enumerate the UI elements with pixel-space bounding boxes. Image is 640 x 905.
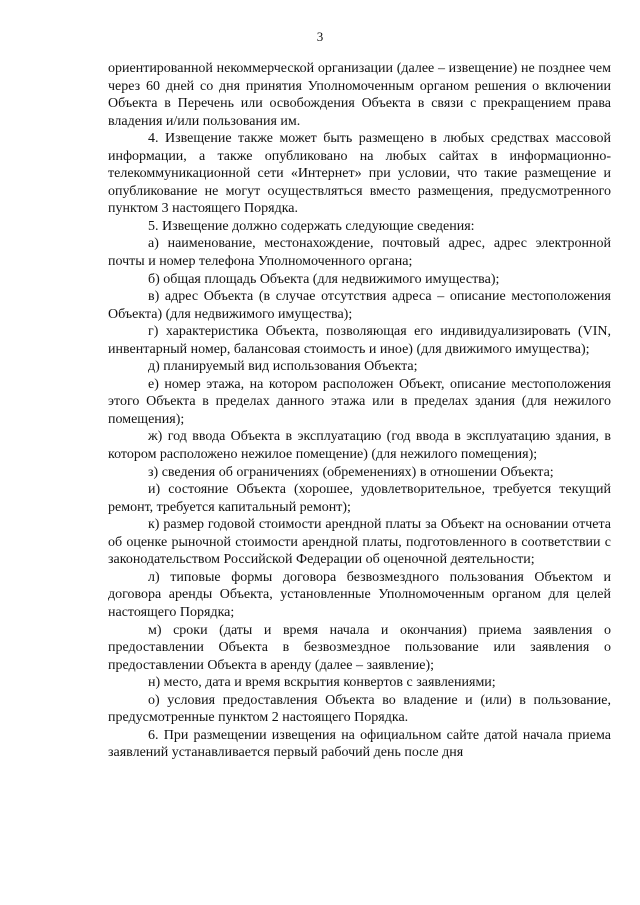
subitem-zh: ж) год ввода Объекта в эксплуатацию (год ввода в эксплуатацию здания, в котором расположено нежилое помещение) (для нежилого помещения); [108, 429, 611, 463]
paragraph-item-4: 4. Извещение также может быть размещено в любых средствах массовой информации, а также опубликовано на любых сайтах в информационно-телекоммуникационной сети «Интернет» при условии, что такие размещение и опубликование не могут осуществляться вместо размещения, предусмотренного пунктом 3 настоящего Порядка. [108, 131, 611, 217]
subitem-z: з) сведения об ограничениях (обременениях) в отношении Объекта; [148, 464, 554, 480]
subitem-i: и) состояние Объекта (хорошее, удовлетворительное, требуется текущий ремонт, требуется капитальный ремонт); [108, 482, 611, 515]
subitem-g: г) характеристика Объекта, позволяющая его индивидуализировать (VIN, инвентарный номер, балансовая стоимость и иное) (для движимого имущества); [108, 324, 611, 357]
document-body [108, 60, 611, 762]
paragraph-item-5: 5. Извещение должно содержать следующие сведения: [148, 218, 475, 234]
subitem-o: о) условия предоставления Объекта во владение и (или) в пользование, предусмотренные пунктом 2 настоящего Порядка. [108, 692, 611, 726]
subitem-v: в) адрес Объекта (в случае отсутствия адреса – описание местоположения Объекта) (для недвижимого имущества); [108, 289, 611, 322]
paragraph-continuation: ориентированной некоммерческой организации (далее – извещение) не позднее чем через 60 дней со дня принятия Уполномоченным органом решения о включении Объекта в Перечень или освобождения Объекта в связи с прекращением права владения и/или пользования им. [108, 61, 611, 129]
subitem-k: к) размер годовой стоимости арендной платы за Объект на основании отчета об оценке рыночной стоимости арендной платы, подготовленного в соответствии с законодательством Российской Федерации об оценочной деятельности; [108, 517, 611, 568]
subitem-n: н) место, дата и время вскрытия конвертов с заявлениями; [148, 675, 496, 691]
subitem-d: д) планируемый вид использования Объекта; [148, 359, 418, 375]
subitem-b: б) общая площадь Объекта (для недвижимого имущества); [148, 271, 500, 287]
subitem-l: л) типовые формы договора безвозмездного пользования Объектом и договора аренды Объекта, установленные Уполномоченным органом для целей настоящего Порядка; [108, 569, 611, 620]
subitem-a: а) наименование, местонахождение, почтовый адрес, адрес электронной почты и номер телефона Уполномоченного органа; [108, 236, 611, 270]
subitem-e: е) номер этажа, на котором расположен Объект, описание местоположения этого Объекта в пределах данного этажа или в пределах здания (для нежилого помещения); [108, 376, 611, 427]
paragraph-item-6: 6. При размещении извещения на официальном сайте датой начала приема заявлений устанавливается первый рабочий день после дня [108, 727, 611, 761]
subitem-m: м) сроки (даты и время начала и окончания) приема заявления о предоставлении Объекта в безвозмездное пользование или заявления о предоставлении Объекта в аренду (далее – заявление); [108, 622, 611, 673]
page-number: 3 [316, 29, 324, 44]
